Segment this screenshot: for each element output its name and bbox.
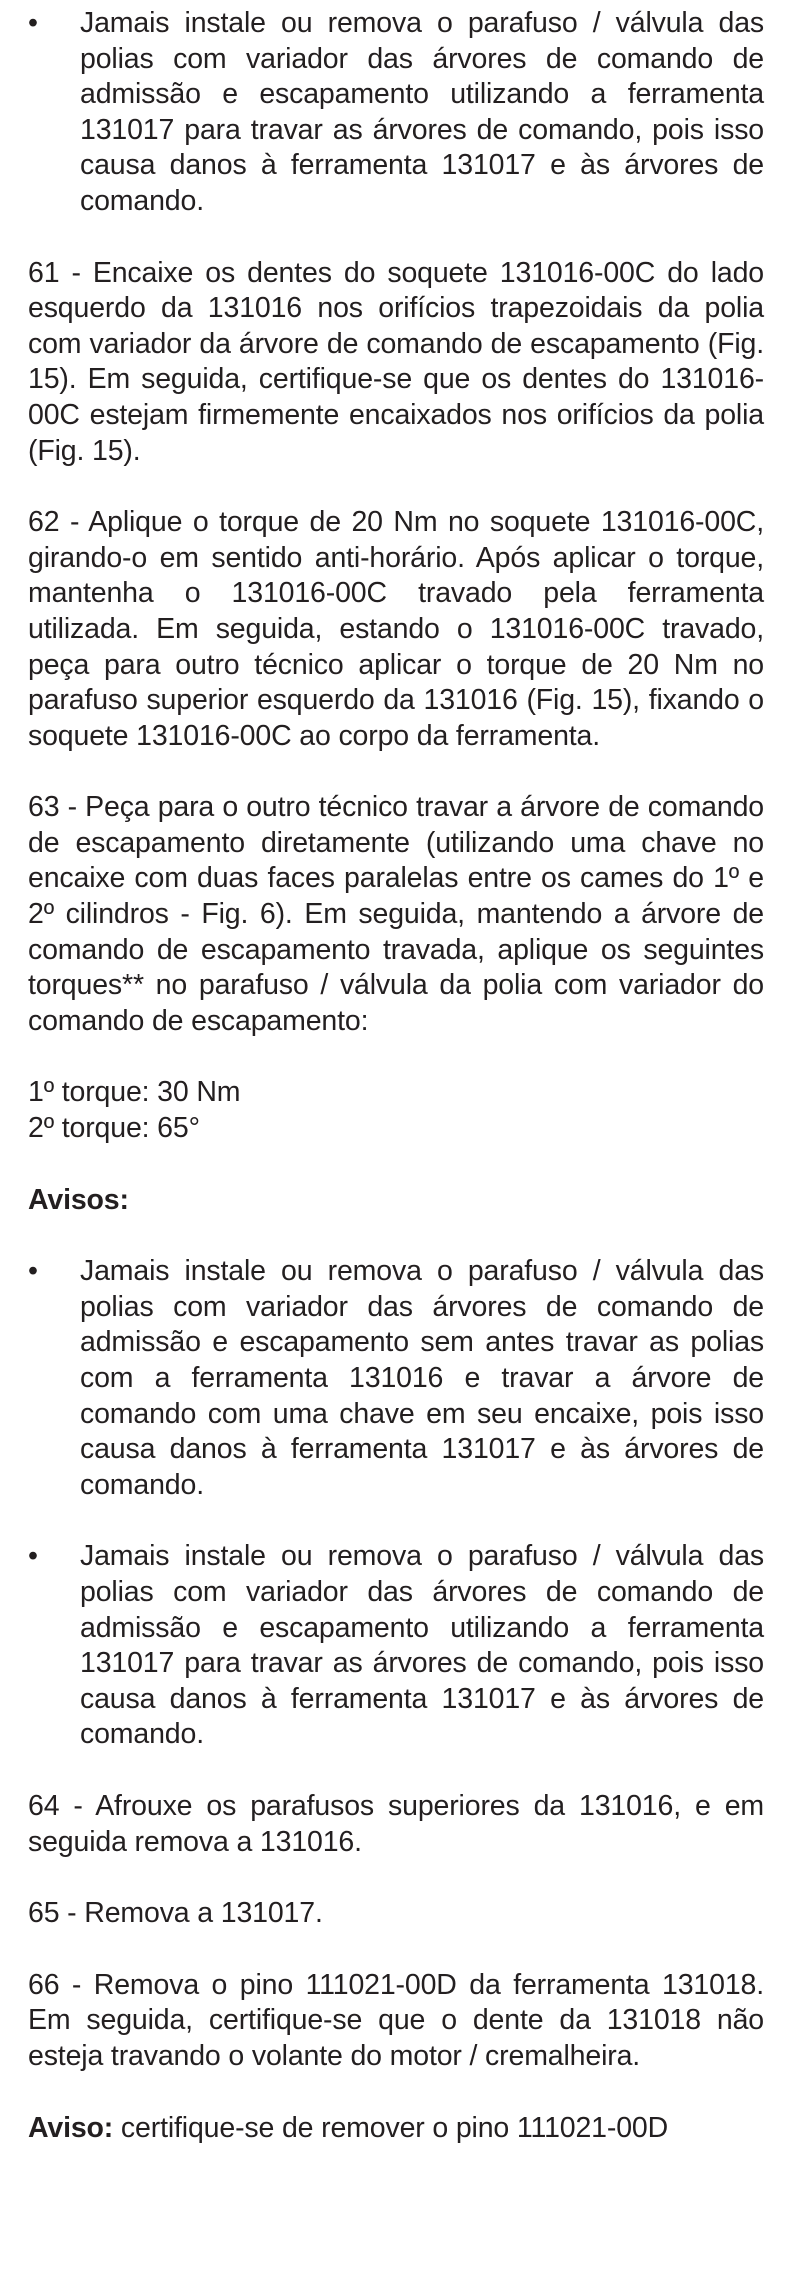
bullet-mark: • [28,7,38,39]
step-64: 64 - Afrouxe os parafusos superiores da 131016, e em seguida remova a 131016. [28,1789,764,1858]
aviso-bullet-text: Jamais instale ou remova o parafuso / válvula das polias com variador das árvores de comando de admissão e escapamento sem antes travar as polias com a ferramenta 131016 e travar a árvore de comando com uma chave em seu encaixe, pois isso causa danos à ferramenta 131017 e às árvores de comando. [80,1255,764,1501]
bullet-mark: • [28,1540,38,1573]
aviso-bullet-text: Jamais instale ou remova o parafuso / válvula das polias com variador das árvores de comando de admissão e escapamento utilizando a ferramenta 131017 para travar as árvores de comando, pois isso causa danos à ferramenta 131017 e às árvores de comando. [80,1540,764,1751]
final-aviso [28,2111,764,2147]
torque-first: 1º torque: 30 Nm [28,1076,241,1109]
final-aviso-text: certifique-se de remover o pino 111021-00D [113,2111,669,2144]
bullet-mark: • [28,1255,38,1288]
step-62: 62 - Aplique o torque de 20 Nm no soquete 131016-00C, girando-o em sentido anti-horário. Após aplicar o torque, mantenha o 131016-00C travado pela ferramenta utilizada. Em seguida, estando o 131016-00C travado, peça para outro técnico aplicar o torque de 20 Nm no parafuso superior esquerdo da 131016 (Fig. 15), fixando o soquete 131016-00C ao corpo da ferramenta. [28,506,764,752]
avisos-heading: Avisos: [28,1183,129,1216]
document-page [28,6,764,2146]
step-65: 65 - Remova a 131017. [28,1897,323,1930]
step-63: 63 - Peça para o outro técnico travar a árvore de comando de escapamento diretamente (utilizando uma chave no encaixe com duas faces paralelas entre os cames do 1º e 2º cilindros - Fig. 6). Em seguida, mantendo a árvore de comando de escapamento travada, aplique os seguintes torques** no parafuso / válvula da polia com variador do comando de escapamento: [28,791,764,1037]
warning-bullet-top [28,6,764,220]
aviso-bullet-2 [28,1539,764,1753]
step-61: 61 - Encaixe os dentes do soquete 131016-00C do lado esquerdo da 131016 nos orifícios trapezoidais da polia com variador da árvore de comando de escapamento (Fig. 15). Em seguida, certifique-se que os dentes do 131016-00C estejam firmemente encaixados nos orifícios da polia (Fig. 15). [28,256,764,467]
step-66: 66 - Remova o pino 111021-00D da ferramenta 131018. Em seguida, certifique-se que o dente da 131018 não esteja travando o volante do motor / cremalheira. [28,1968,764,2072]
final-aviso-label: Aviso: [28,2111,114,2144]
torque-second: 2º torque: 65° [28,1112,200,1145]
torque-list [28,1075,764,1146]
warning-bullet-text: Jamais instale ou remova o parafuso / válvula das polias com variador das árvores de comando de admissão e escapamento utilizando a ferramenta 131017 para travar as árvores de comando, pois isso causa danos à ferramenta 131017 e às árvores de comando. [80,7,764,217]
aviso-bullet-1 [28,1254,764,1503]
